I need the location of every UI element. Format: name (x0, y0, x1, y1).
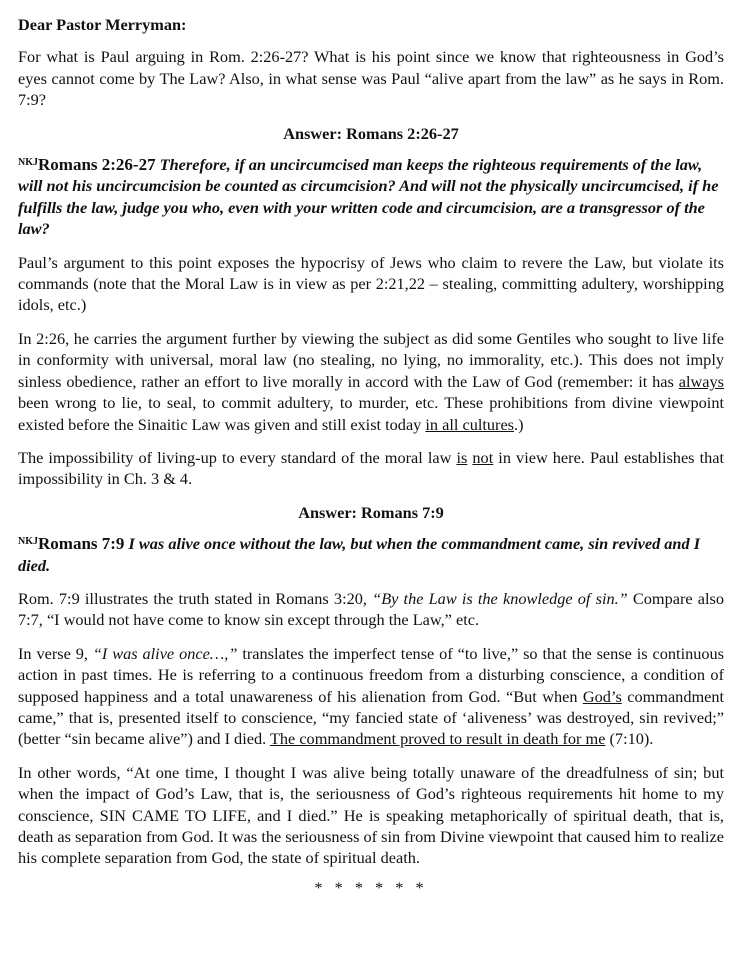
body-paragraph: Rom. 7:9 illustrates the truth stated in Romans 3:20, “By the Law is the knowledge of sin.” Compare also 7:7, “I would not have come to know sin except through the Law,” etc. (18, 588, 725, 630)
question-paragraph: For what is Paul arguing in Rom. 2:26-27? What is his point since we know that righteousness in God’s eyes cannot come by The Law? Also, in what sense was Paul “alive apart from the law” as he says in Rom. 7:9? (18, 47, 724, 110)
section-heading-romans-2: Answer: Romans 2:26-27 (283, 123, 459, 143)
version-tag: NKJ (18, 536, 38, 548)
end-separator: * * * * * * (314, 877, 428, 897)
section-heading-romans-7: Answer: Romans 7:9 (298, 502, 444, 522)
body-paragraph: In 2:26, he carries the argument further by viewing the subject as did some Gentiles who sought to live life in conformity with universal, moral law (no stealing, no lying, no immorality, etc.). This does not imply sinless obedience, rather an effort to live morally in accord with the Law of God (remember: it has always been wrong to lie, to seal, to commit adultery, to murder, etc. These prohibitions from divine viewpoint existed before the Sinaitic Law was given and still exist today in all cultures.) (18, 328, 724, 434)
scripture-reference: Romans 2:26-27 (38, 155, 156, 175)
scripture-text: Therefore, if an uncircumcised man keeps the righteous requirements of the law, will not his uncircumcision be counted as circumcision? And will not the physically uncircumcised, if he fulfills the law, judge you who, even with your written code and circumcision, are a transgressor of the law? (18, 155, 719, 239)
scripture-quote-romans-7 (18, 533, 724, 576)
body-paragraph: In verse 9, “I was alive once…,” translates the imperfect tense of “to live,” so that the sense is continuous action in past times. He is referring to a continuous freedom from a disturbing conscience, a condition of supposed happiness and a total unawareness of his alienation from God. “But when God’s commandment came,” that is, presented itself to conscience, “my fancied state of ‘aliveness’ was destroyed, sin revived;” (better “sin became alive”) and I died. The commandment proved to result in death for me (7:10). (18, 643, 725, 749)
underlined-text: not (472, 447, 494, 467)
underlined-text: always (678, 371, 724, 391)
version-tag: NKJ (18, 157, 38, 169)
underlined-text: The commandment proved to result in death for me (269, 729, 606, 749)
body-paragraph: In other words, “At one time, I thought I was alive being totally unaware of the dreadfulness of sin; but when the impact of God’s Law, that is, the seriousness of God’s righteous requirements hit home to my conscience, SIN CAME TO LIFE, and I died.” He is speaking metaphorically of spiritual death, that is, death as separation from God. It was the seriousness of sin from Divine viewpoint that caused him to realize his complete separation from God, the state of spiritual death. (18, 762, 724, 868)
scripture-text: I was alive once without the law, but when the commandment came, sin revived and I died. (18, 534, 701, 575)
underlined-text: God’s (582, 686, 622, 706)
body-paragraph: Paul’s argument to this point exposes the hypocrisy of Jews who claim to revere the Law, but violate its commands (note that the Moral Law is in view as per 2:21,22 – stealing, committing adultery, worshipping idols, etc.) (18, 252, 724, 315)
underlined-text: in all cultures (425, 414, 515, 434)
underlined-text: is (456, 447, 468, 467)
salutation: Dear Pastor Merryman: (18, 15, 187, 34)
scripture-reference: Romans 7:9 (38, 534, 125, 554)
italic-quote: “I was alive once…,” (92, 643, 238, 663)
body-paragraph: The impossibility of living-up to every standard of the moral law is not in view here. Paul establishes that impossibility in Ch. 3 & 4. (18, 447, 725, 489)
document-page (18, 14, 724, 895)
scripture-quote-romans-2 (18, 154, 724, 240)
italic-quote: “By the Law is the knowledge of sin.” (372, 588, 628, 608)
